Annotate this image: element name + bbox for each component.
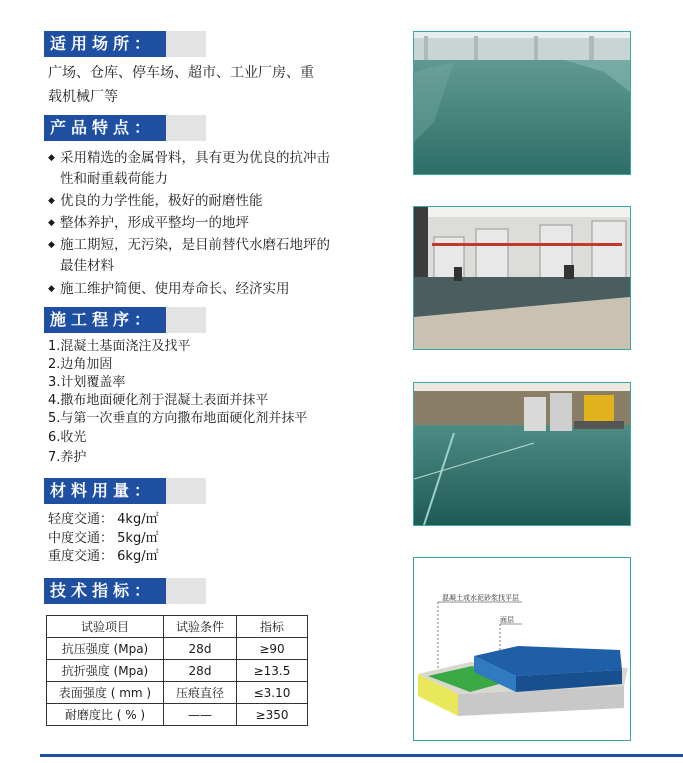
table-row: 抗折强度 (Mpa) 28d ≥13.5 <box>47 660 308 682</box>
material-row: 轻度交通： 4kg/㎡ <box>48 512 159 527</box>
process-step: 6.收光 <box>48 430 87 445</box>
bullet-icon: ◆ <box>48 240 55 250</box>
diagram-label-layer: 面层 <box>500 616 514 624</box>
process-step: 3.计划覆盖率 <box>48 375 126 390</box>
specs-heading: 技术指标： <box>44 578 206 604</box>
features-heading: 产品特点： <box>44 115 206 141</box>
bullet-icon: ◆ <box>48 196 55 206</box>
specs-table <box>46 615 308 726</box>
bullet-icon: ◆ <box>48 284 55 294</box>
floor-photo-loading-dock <box>413 206 631 350</box>
feature-item: ◆ 施工维护简便、使用寿命长、经济实用 <box>48 279 378 300</box>
table-row: 耐磨度比 ( % ) —— ≥350 <box>47 704 308 726</box>
floor-layer-diagram <box>413 557 631 741</box>
usage-heading: 适用场所： <box>44 31 206 57</box>
process-step: 7.养护 <box>48 450 87 465</box>
feature-item: ◆ 采用精选的金属骨料，具有更为优良的抗冲击 性和耐重载荷能力 <box>48 150 330 187</box>
table-header-row: 试验项目 试验条件 指标 <box>47 616 308 638</box>
table-row: 抗压强度 (Mpa) 28d ≥90 <box>47 638 308 660</box>
material-row: 中度交通： 5kg/㎡ <box>48 531 159 546</box>
bullet-icon: ◆ <box>48 153 55 163</box>
process-step: 4.撒布地面硬化剂于混凝土表面并抹平 <box>48 393 269 408</box>
process-step: 5.与第一次垂直的方向撒布地面硬化剂并抹平 <box>48 411 308 426</box>
usage-line-2: 载机械厂等 <box>48 89 118 105</box>
usage-line-1: 广场、仓库、停车场、超市、工业厂房、重 <box>48 65 314 81</box>
bullet-icon: ◆ <box>48 218 55 228</box>
materials-heading: 材料用量： <box>44 478 206 504</box>
process-step: 1.混凝土基面浇注及找平 <box>48 339 191 354</box>
diagram-label-base: 混凝土或水泥砂浆找平层 <box>442 594 519 602</box>
material-row: 重度交通： 6kg/㎡ <box>48 549 159 564</box>
table-row: 表面强度 ( mm ) 压痕直径 ≤3.10 <box>47 682 308 704</box>
feature-item: ◆ 整体养护，形成平整均一的地坪 <box>48 213 378 234</box>
floor-photo-polishing <box>413 382 631 526</box>
feature-item: ◆ 优良的力学性能，极好的耐磨性能 <box>48 191 378 212</box>
process-step: 2.边角加固 <box>48 357 113 372</box>
floor-photo-warehouse <box>413 31 631 175</box>
feature-item: ◆ 施工期短，无污染，是目前替代水磨石地坪的 最佳材料 <box>48 237 330 274</box>
process-heading: 施工程序： <box>44 307 206 333</box>
bottom-rule <box>40 754 683 757</box>
